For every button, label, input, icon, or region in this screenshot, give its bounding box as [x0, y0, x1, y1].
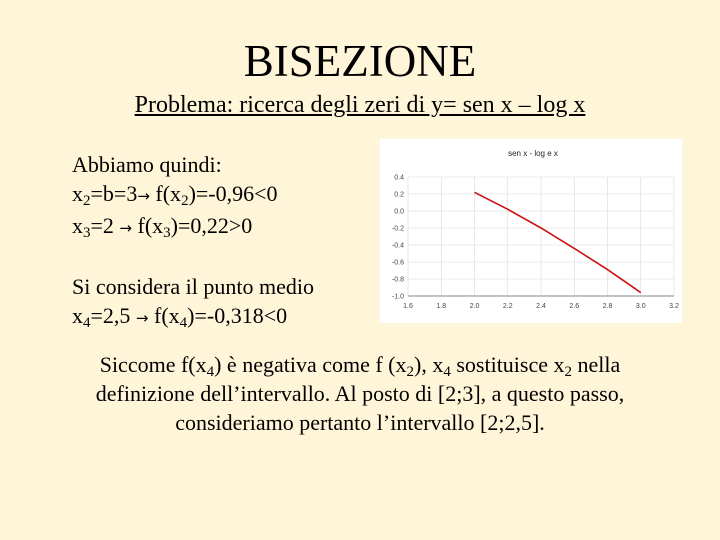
x-tick-label: 2.6: [569, 303, 580, 310]
x3-var: x: [72, 213, 83, 238]
chart-x-ticks: [403, 303, 679, 310]
para-sub-2: 2: [406, 364, 415, 380]
y-tick-label: -0.4: [391, 242, 404, 250]
implies-arrow-icon: →: [135, 309, 149, 327]
chart-svg: [380, 139, 682, 323]
fx3-label: f(x: [132, 213, 164, 238]
para-part-4: sostituisce x: [450, 352, 565, 377]
step-intro: Abbiamo quindi:: [72, 152, 222, 177]
series-line: [475, 192, 641, 292]
x4-sub: 4: [83, 315, 91, 331]
fx4-sub: 4: [179, 315, 188, 331]
x2-value: =b=3: [90, 181, 138, 206]
para-part-2: ) è negativa come f (x: [214, 352, 407, 377]
x4-var: x: [72, 303, 83, 328]
x-tick-label: 1.6: [403, 303, 413, 310]
function-chart: [380, 139, 682, 323]
chart-title: sen x - log e x: [508, 149, 558, 158]
fx4-label: f(x: [148, 303, 180, 328]
x-tick-label: 3.0: [635, 303, 646, 310]
step-x2: [72, 179, 372, 211]
y-tick-label: -0.6: [391, 259, 404, 267]
para-part-5: nella definizione dell’intervallo. Al posto di [2;3], a questo passo, consideriamo pertanto l’intervallo [2;2,5].: [95, 352, 625, 435]
fx2-value: )=-0,96<0: [188, 181, 278, 206]
x-tick-label: 1.8: [436, 303, 447, 310]
fx4-value: )=-0,318<0: [187, 303, 288, 328]
x-tick-label: 2.2: [502, 303, 513, 310]
x4-value: =2,5: [90, 303, 136, 328]
y-tick-label: -1.0: [391, 293, 404, 301]
fx3-sub: 3: [163, 225, 171, 241]
spacer: [72, 243, 372, 272]
y-tick-label: 0.2: [394, 191, 404, 199]
x-tick-label: 2.0: [469, 303, 480, 310]
para-sub-1: 4: [206, 364, 215, 380]
step-x4: [72, 301, 372, 333]
para-sub-3: 4: [443, 364, 451, 380]
x-tick-label: 3.2: [669, 303, 679, 310]
fx2-label: f(x: [149, 181, 182, 206]
step-midpoint-intro: Si considera il punto medio: [72, 274, 314, 299]
x-tick-label: 2.4: [536, 303, 546, 310]
x2-var: x: [72, 181, 83, 206]
slide-subtitle: Problema: ricerca degli zeri di y= sen x – log x: [134, 92, 586, 118]
x2-sub: 2: [83, 193, 91, 209]
slide-title: BISEZIONE: [243, 36, 477, 86]
x3-sub: 3: [83, 225, 91, 241]
y-tick-label: 0.4: [394, 174, 404, 182]
para-part-3: ), x: [414, 352, 444, 377]
chart-grid: [408, 177, 674, 296]
y-tick-label: -0.2: [391, 225, 404, 233]
implies-arrow-icon: →: [137, 187, 150, 205]
steps-block: [72, 150, 372, 333]
fx3-value: )=0,22>0: [170, 213, 253, 238]
x-tick-label: 2.8: [602, 303, 613, 310]
chart-y-ticks: [392, 175, 404, 301]
implies-arrow-icon: →: [119, 219, 132, 237]
y-tick-label: 0.0: [394, 208, 404, 216]
y-tick-label: -0.8: [391, 276, 404, 284]
conclusion-paragraph: [60, 350, 660, 437]
para-sub-4: 2: [564, 364, 573, 380]
para-part-1: Siccome f(x: [99, 352, 207, 377]
chart-series: [475, 192, 641, 292]
fx2-sub: 2: [181, 193, 189, 209]
step-x3: [72, 211, 372, 243]
x3-value: =2: [90, 213, 120, 238]
